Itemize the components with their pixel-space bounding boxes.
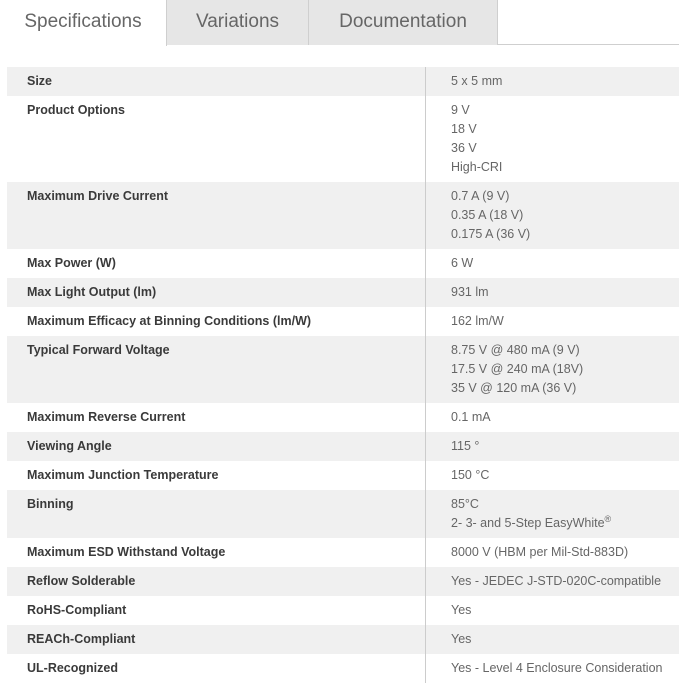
spec-row xyxy=(7,432,679,461)
spec-value xyxy=(426,249,679,278)
spec-value-text: 931 lm xyxy=(451,285,489,299)
spec-value-text: 5 x 5 mm xyxy=(451,74,503,88)
spec-row xyxy=(7,67,679,96)
spec-label: Maximum Drive Current xyxy=(7,182,426,249)
spec-value-line xyxy=(451,158,679,177)
spec-value-line xyxy=(451,254,679,273)
spec-value xyxy=(426,538,679,567)
spec-label: Maximum Reverse Current xyxy=(7,403,426,432)
spec-label: Max Power (W) xyxy=(7,249,426,278)
spec-value-line xyxy=(451,543,679,562)
spec-value-text: 0.35 A (18 V) xyxy=(451,208,524,222)
spec-value-text: Yes - Level 4 Enclosure Consideration xyxy=(451,661,663,675)
spec-value-line xyxy=(451,283,679,302)
spec-value xyxy=(426,567,679,596)
spec-value-line xyxy=(451,514,679,533)
spec-value xyxy=(426,67,679,96)
spec-row xyxy=(7,461,679,490)
spec-label: Maximum ESD Withstand Voltage xyxy=(7,538,426,567)
spec-value-text: 18 V xyxy=(451,122,477,136)
spec-value-line xyxy=(451,101,679,120)
tab-specifications[interactable]: Specifications xyxy=(0,0,167,46)
spec-value-text: 0.7 A (9 V) xyxy=(451,189,510,203)
spec-value-line xyxy=(451,72,679,91)
spec-value-text: 36 V xyxy=(451,141,477,155)
tab-documentation[interactable]: Documentation xyxy=(309,0,498,45)
spec-value xyxy=(426,403,679,432)
spec-row xyxy=(7,307,679,336)
spec-value xyxy=(426,96,679,182)
spec-row xyxy=(7,596,679,625)
spec-row xyxy=(7,278,679,307)
spec-value-text: High-CRI xyxy=(451,160,503,174)
spec-value-line xyxy=(451,206,679,225)
tab-variations[interactable]: Variations xyxy=(167,0,309,45)
spec-value-text: 115 ° xyxy=(451,439,480,453)
spec-value xyxy=(426,182,679,249)
spec-label: UL-Recognized xyxy=(7,654,426,683)
registered-trademark-mark: ® xyxy=(604,514,612,524)
spec-row xyxy=(7,567,679,596)
spec-value-line xyxy=(451,630,679,649)
spec-row xyxy=(7,182,679,249)
spec-value-line xyxy=(451,139,679,158)
spec-value-text: 9 V xyxy=(451,103,470,117)
spec-row xyxy=(7,490,679,538)
spec-label: Maximum Junction Temperature xyxy=(7,461,426,490)
spec-value xyxy=(426,432,679,461)
spec-row xyxy=(7,249,679,278)
spec-value xyxy=(426,461,679,490)
specifications-table xyxy=(7,67,679,683)
spec-value-text: 8.75 V @ 480 mA (9 V) xyxy=(451,343,580,357)
spec-value-line xyxy=(451,466,679,485)
spec-value-line xyxy=(451,572,679,591)
spec-label: Typical Forward Voltage xyxy=(7,336,426,403)
spec-value-line xyxy=(451,312,679,331)
spec-value xyxy=(426,336,679,403)
spec-value-line xyxy=(451,120,679,139)
spec-value-text: 0.175 A (36 V) xyxy=(451,227,531,241)
tab-bar xyxy=(0,0,679,45)
spec-label: Size xyxy=(7,67,426,96)
spec-value-line xyxy=(451,225,679,244)
spec-value-line xyxy=(451,659,679,678)
spec-value xyxy=(426,278,679,307)
spec-row xyxy=(7,654,679,683)
spec-label: REACh-Compliant xyxy=(7,625,426,654)
spec-value-text: Yes xyxy=(451,632,472,646)
spec-value-line xyxy=(451,437,679,456)
spec-label: Binning xyxy=(7,490,426,538)
spec-value-line xyxy=(451,341,679,360)
spec-row xyxy=(7,625,679,654)
spec-value xyxy=(426,307,679,336)
spec-value xyxy=(426,625,679,654)
spec-value xyxy=(426,654,679,683)
spec-value xyxy=(426,596,679,625)
spec-label: Product Options xyxy=(7,96,426,182)
spec-value-text: 150 °C xyxy=(451,468,490,482)
spec-value-line xyxy=(451,408,679,427)
spec-value-text: 35 V @ 120 mA (36 V) xyxy=(451,381,577,395)
spec-row xyxy=(7,538,679,567)
spec-label: Max Light Output (lm) xyxy=(7,278,426,307)
spec-row xyxy=(7,336,679,403)
spec-value-text: Yes - JEDEC J-STD-020C-compatible xyxy=(451,574,662,588)
spec-value-line xyxy=(451,495,679,514)
spec-value-text: 85°C xyxy=(451,497,479,511)
spec-row xyxy=(7,96,679,182)
spec-label: Viewing Angle xyxy=(7,432,426,461)
spec-value-text: 162 lm/W xyxy=(451,314,504,328)
spec-label: Maximum Efficacy at Binning Conditions (lm/W) xyxy=(7,307,426,336)
spec-value-text: 2- 3- and 5-Step EasyWhite xyxy=(451,516,605,530)
spec-value-text: 17.5 V @ 240 mA (18V) xyxy=(451,362,584,376)
spec-label: RoHS-Compliant xyxy=(7,596,426,625)
spec-value-line xyxy=(451,360,679,379)
spec-value-text: 6 W xyxy=(451,256,474,270)
spec-label: Reflow Solderable xyxy=(7,567,426,596)
spec-row xyxy=(7,403,679,432)
spec-value-line xyxy=(451,379,679,398)
spec-value-text: 0.1 mA xyxy=(451,410,491,424)
spec-value-text: 8000 V (HBM per Mil-Std-883D) xyxy=(451,545,629,559)
spec-value xyxy=(426,490,679,538)
spec-value-text: Yes xyxy=(451,603,472,617)
spec-value-line xyxy=(451,187,679,206)
spec-value-line xyxy=(451,601,679,620)
